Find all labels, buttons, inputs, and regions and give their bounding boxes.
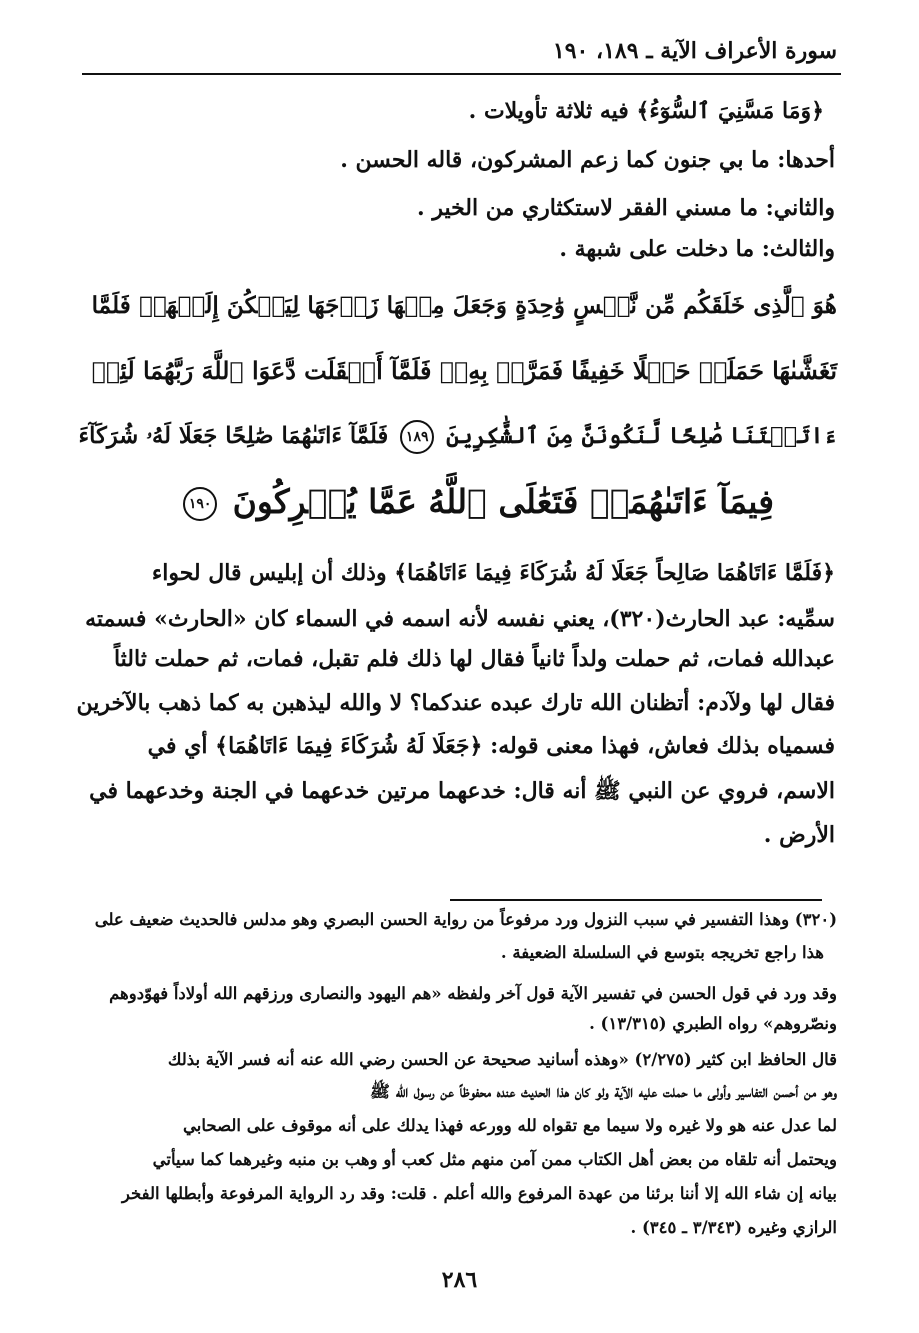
commentary-line-6: الاسم، فروي عن النبي ﷺ أنه قال: خدعهما مرتين خدعهما في الجنة وخدعهما في [89,778,835,804]
verse-number-190: ١٩٠ [183,487,217,521]
footnote-line-4: ونصّروهم» رواه الطبري (١٣/٣١٥) . [589,1014,837,1033]
footnote-line-6: وهو من أحسن التفاسير وأولى ما حملت عليه الآية ولو كان هذا الحديث عنده محفوظاً عن رسول الله ﷺ [370,1082,837,1101]
footnote-line-3: وقد ورد في قول الحسن في تفسير الآية قول آخر ولفظه «هم اليهود والنصارى ورزقهم الله أولاداً فهوّدوهم [109,984,837,1003]
top-line-3: والثاني: ما مسني الفقر لاستكثاري من الخير . [417,195,835,221]
verse-line-2: تَغَشَّىٰهَا حَمَلَتۡ حَمۡلًا خَفِيفًا فَمَرَّتۡ بِهِۦۖ فَلَمَّآ أَثۡقَلَت دَّعَوَا ٱللَّهَ رَبَّهُمَا لَئِنۡ [91,357,837,385]
commentary-line-5: فسمياه بذلك فعاش، فهذا معنى قوله: ﴿جَعَلَا لَهُ شُرَكَاءَ فِيمَا ءَاتَاهُمَا﴾ أي في [147,733,835,759]
footnote-line-2: هذا راجع تخريجه بتوسع في السلسلة الضعيفة . [500,943,824,962]
commentary-line-7: الأرض . [763,822,835,848]
verse-number-189: ١٨٩ [400,420,434,454]
verse-line-1: هُوَ ٱلَّذِى خَلَقَكُم مِّن نَّفۡسٍ وَٰحِدَةٍ وَجَعَلَ مِنۡهَا زَوۡجَهَا لِيَسۡكُنَ إِلَيۡهَاۖ فَلَمَّا [91,292,837,319]
footnote-line-8: ويحتمل أنه تلقاه من بعض أهل الكتاب ممن آمن منهم مثل كعب أو وهب بن منبه وغيرهما كما سيأتي [152,1150,837,1169]
commentary-line-2: سمِّيه: عبد الحارث(٣٢٠)، يعني نفسه لأنه اسمه في السماء كان «الحارث» فسمته [85,606,835,632]
footnote-line-9: بيانه إن شاء الله إلا أننا برئنا من عهدة المرفوع والله أعلم . قلت: وقد رد الرواية المرفوعة وأبطلها الفخر [121,1184,837,1203]
top-line-1: ﴿وَمَا مَسَّنِيَ ٱلسُّوٓءُ﴾ فيه ثلاثة تأويلات . [468,98,824,124]
footnote-rule [450,899,822,901]
verse-line-3-part-a: ءَاتَيۡتَنَا صَٰلِحًا لَّنَكُونَنَّ مِنَ ٱلشَّٰكِرِينَ [446,423,837,449]
commentary-line-1: ﴿فَلَمَّا ءَاتَاهُمَا صَالِحاً جَعَلَا لَهُ شُرَكَاءَ فِيمَا ءَاتَاهُمَا﴾ وذلك أن إبليس قال لحواء [151,560,835,586]
footnote-line-5: قال الحافظ ابن كثير (٢/٢٧٥) «وهذه أسانيد صحيحة عن الحسن رضي الله عنه أنه فسر الآية بذلك [167,1050,837,1069]
running-title: سورة الأعراف الآية ـ ١٨٩، ١٩٠ [552,38,837,64]
verse-line-4 [179,482,774,521]
commentary-line-3: عبدالله فمات، ثم حملت ولداً ثانياً فقال لها ذلك فلم تقبل، فمات، ثم حملت ثالثاً [113,646,835,672]
header-rule [82,73,841,75]
verse-line-3-part-b: فَلَمَّآ ءَاتَىٰهُمَا صَٰلِحًا جَعَلَا لَهُۥ شُرَكَآءَ [78,423,389,449]
footnote-line-7: لما عدل عنه هو ولا غيره ولا سيما مع تقواه لله وورعه فهذا يدلك على أنه موقوف على الصحابي [183,1116,837,1135]
page-number: ٢٨٦ [441,1267,478,1293]
footnote-line-1: (٣٢٠) وهذا التفسير في سبب النزول ورد مرفوعاً من رواية الحسن البصري وهو مدلس فالحديث ضعيف على [94,910,837,929]
verse-line-3 [79,420,837,454]
top-line-2: أحدها: ما بي جنون كما زعم المشركون، قاله الحسن . [340,147,835,173]
verse-line-4-text: فِيمَآ ءَاتَىٰهُمَاۚ فَتَعَٰلَى ٱللَّهُ عَمَّا يُشۡرِكُونَ [232,482,774,521]
footnote-line-10: الرازي وغيره (٣/٣٤٣ ـ ٣٤٥) . [630,1218,837,1237]
top-line-4: والثالث: ما دخلت على شبهة . [559,236,835,262]
commentary-line-4: فقال لها ولآدم: أتظنان الله تارك عبده عندكما؟ لا والله ليذهبن به كما ذهب بالآخرين [76,690,835,716]
